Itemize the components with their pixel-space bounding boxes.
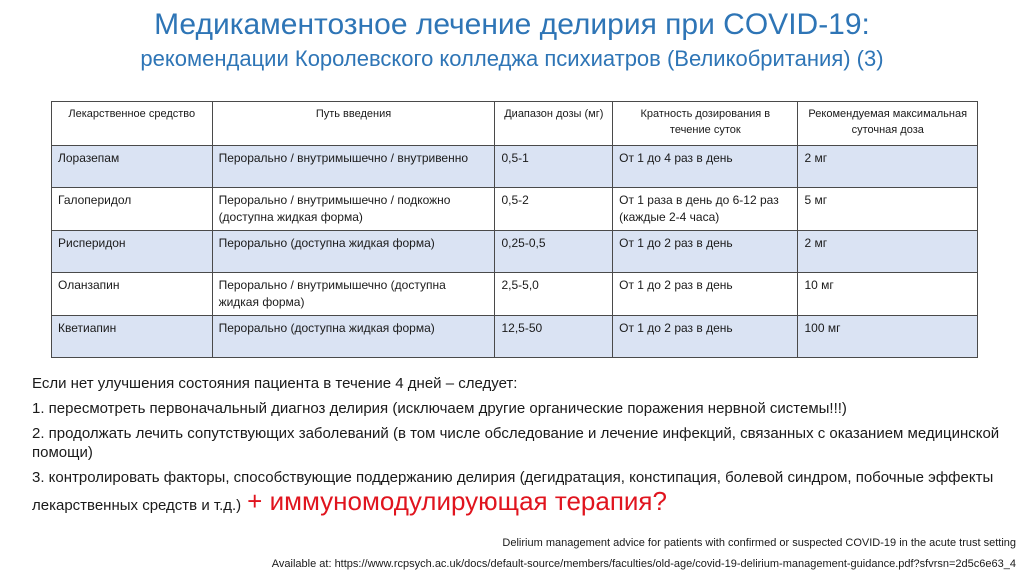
table-header-row — [52, 102, 978, 146]
cell-route: Перорально / внутримышечно (доступна жидкая форма) — [212, 273, 495, 316]
cell-drug: Галоперидол — [52, 188, 213, 231]
header-max-dose: Рекомендуемая максимальная суточная доза — [798, 102, 978, 146]
cell-frequency: От 1 до 2 раз в день — [613, 231, 798, 273]
table-row — [52, 146, 978, 188]
cell-dose-range: 12,5-50 — [495, 316, 613, 358]
notes-item-1: 1. пересмотреть первоначальный диагноз делирия (исключаем другие органические поражения нервной системы!!!) — [32, 400, 847, 417]
title-block — [0, 6, 1024, 74]
dosage-table — [51, 101, 978, 358]
cell-max-dose: 5 мг — [798, 188, 978, 231]
header-route: Путь введения — [212, 102, 495, 146]
source-url: Available at: https://www.rcpsych.ac.uk/docs/default-source/members/faculties/old-age/covid-19-delirium-management-guidance.pdf?sfvrsn=2d5c6e63_4 — [271, 558, 1016, 570]
notes-intro: Если нет улучшения состояния пациента в течение 4 дней – следует: — [32, 375, 518, 392]
notes-item-3-wrapper — [32, 468, 1007, 515]
table-row — [52, 188, 978, 231]
cell-dose-range: 2,5-5,0 — [495, 273, 613, 316]
slide-title: Медикаментозное лечение делирия при COVID-19: — [154, 8, 870, 41]
notes-item-2: 2. продолжать лечить сопутствующих заболеваний (в том числе обследование и лечение инфекций, связанных с оказанием медицинской помощи) — [32, 425, 1000, 461]
recommendations-text — [32, 374, 1007, 521]
cell-max-dose: 2 мг — [798, 231, 978, 273]
cell-frequency: От 1 до 4 раз в день — [613, 146, 798, 188]
cell-drug: Лоразепам — [52, 146, 213, 188]
cell-drug: Кветиапин — [52, 316, 213, 358]
cell-dose-range: 0,25-0,5 — [495, 231, 613, 273]
cell-route: Перорально (доступна жидкая форма) — [212, 231, 495, 273]
cell-drug: Оланзапин — [52, 273, 213, 316]
cell-route: Перорально (доступна жидкая форма) — [212, 316, 495, 358]
immunomodulation-callout: + иммуномодулирующая терапия? — [247, 486, 667, 516]
cell-max-dose: 10 мг — [798, 273, 978, 316]
cell-frequency: От 1 раза в день до 6-12 раз (каждые 2-4 часа) — [613, 188, 798, 231]
cell-route: Перорально / внутримышечно / внутривенно — [212, 146, 495, 188]
source-citation: Delirium management advice for patients with confirmed or suspected COVID-19 in the acute trust setting — [502, 537, 1016, 549]
cell-drug: Рисперидон — [52, 231, 213, 273]
cell-route: Перорально / внутримышечно / подкожно (доступна жидкая форма) — [212, 188, 495, 231]
notes-item-3: 3. контролировать факторы, способствующие поддержанию делирия (дегидратация, констипация, болевой синдром, побочные эффекты лекарственных средств и т.д.) — [32, 469, 994, 514]
header-drug: Лекарственное средство — [52, 102, 213, 146]
cell-dose-range: 0,5-2 — [495, 188, 613, 231]
cell-max-dose: 2 мг — [798, 146, 978, 188]
cell-dose-range: 0,5-1 — [495, 146, 613, 188]
cell-max-dose: 100 мг — [798, 316, 978, 358]
cell-frequency: От 1 до 2 раз в день — [613, 273, 798, 316]
table-row — [52, 316, 978, 358]
header-frequency: Кратность дозирования в течение суток — [613, 102, 798, 146]
cell-frequency: От 1 до 2 раз в день — [613, 316, 798, 358]
slide-subtitle: рекомендации Королевского колледжа психиатров (Великобритания) (3) — [140, 46, 884, 71]
table-row — [52, 273, 978, 316]
header-dose-range: Диапазон дозы (мг) — [495, 102, 613, 146]
table-row — [52, 231, 978, 273]
